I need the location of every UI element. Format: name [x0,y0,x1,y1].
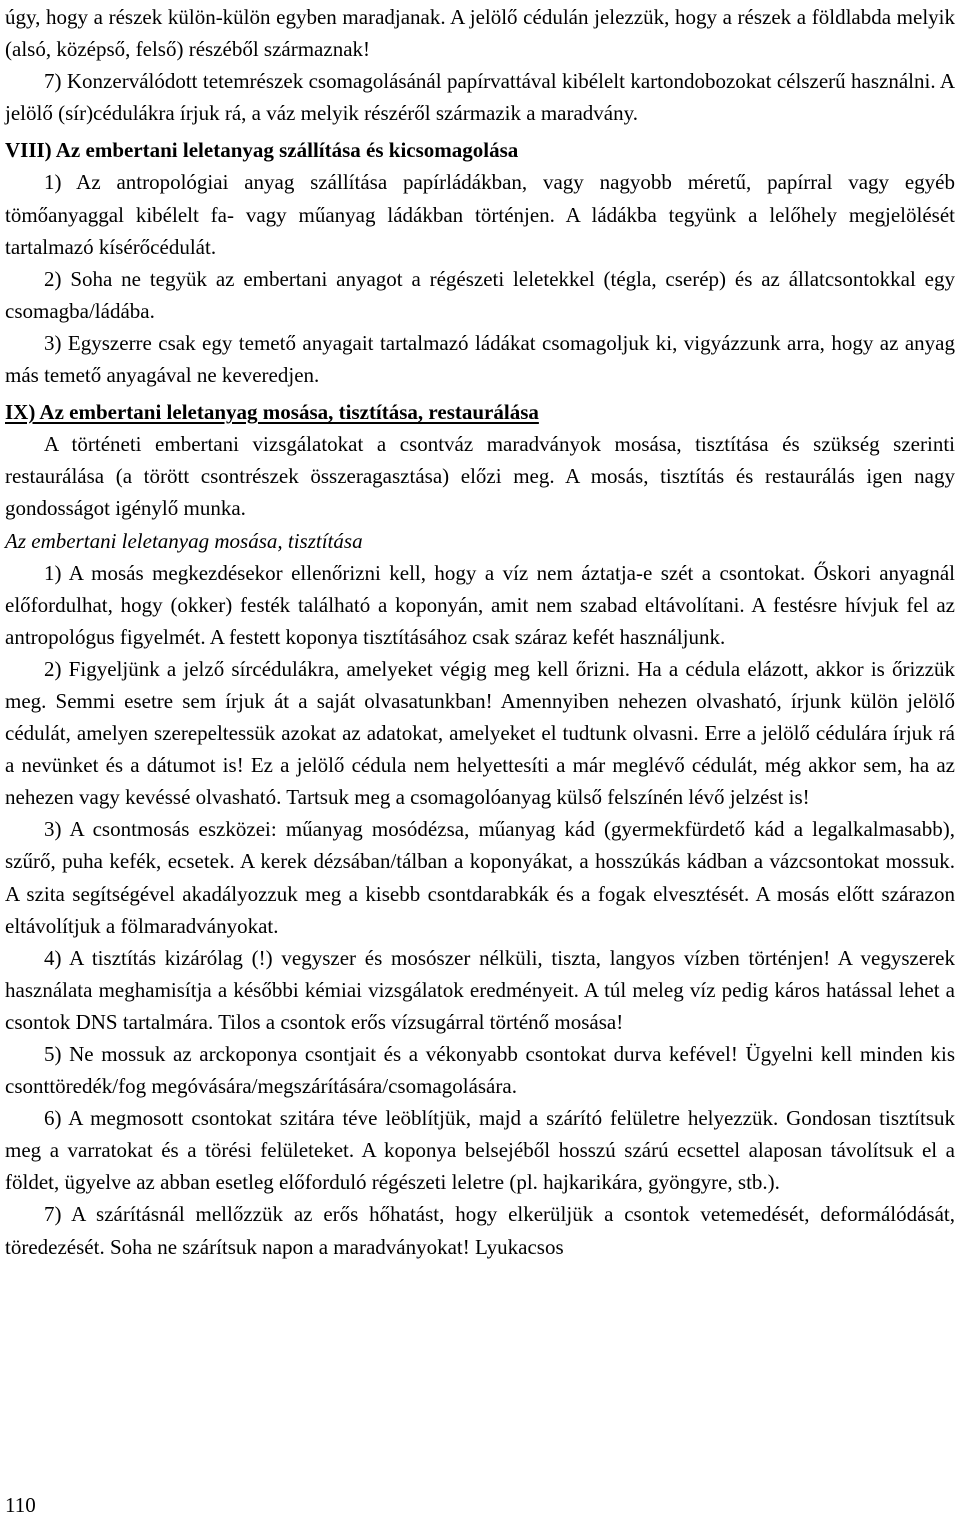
page-number: 110 [5,1493,36,1517]
section-heading-ix: IX) Az embertani leletanyag mosása, tisztítása, restaurálása [5,400,539,425]
list-item: 7) A szárításnál mellőzzük az erős hőhatást, hogy elkerüljük a csontok vetemedését, deformálódását, töredezését. Soha ne szárítsuk napon a maradványokat! Lyukacsos [5,1202,955,1259]
section-intro: A történeti embertani vizsgálatokat a csontváz maradványok mosása, tisztítása és szükség szerinti restaurálása (a törött csontrészek összeragasztása) előzi meg. A mosás, tisztítás és restaurálás igen nagy gondosságot igénylő munka. [5,432,955,521]
list-item: 6) A megmosott csontokat szitára téve leöblítjük, majd a szárító felületre helyezzük. Gondosan tisztítsuk meg a varratokat és a törési felületeket. A koponya belsejéből hosszú szárú ecsettel alaposan távolítsuk el a földet, ügyelve az abban esetleg előforduló régészeti leletre (pl. hajkarikára, gyöngyre, stb.). [5,1106,955,1195]
list-item: 3) A csontmosás eszközei: műanyag mosódézsa, műanyag kád (gyermekfürdető kád a legalkalmasabb), szűrő, puha kefék, ecsetek. A kerek dézsában/tálban a koponyákat, a hosszúkás kádban a vázcsontokat mossuk. A szita segítségével akadályozzuk meg a kisebb csontdarabkák és a fogak elvesztését. A mosás előtt szárazon eltávolítjuk a fölmaradványokat. [5,817,955,938]
document-page [5,1,955,1263]
subheading: Az embertani leletanyag mosása, tisztítása [5,528,363,553]
list-item: 2) Figyeljünk a jelző sírcédulákra, amelyeket végig meg kell őrizni. Ha a cédula elázott, akkor is őrizzük meg. Semmi esetre sem írjuk át a saját olvasatunkban! Amennyiben nehezen olvasható, írjunk külön jelölő cédulát, amelyen szerepeltessük azokat az adatokat, amelyeket el tudtunk olvasni. Erre a jelölő cédulára írjuk rá a nevünket és a dátumot is! Ez a jelölő cédula nem helyettesíti a már meglévő cédulát, még akkor sem, ha az nehezen vagy kevéssé olvasható. Tartsuk meg a csomagolóanyag külső felszínén lévő jelzést is! [5,656,955,810]
paragraph-item-7: 7) Konzerválódott tetemrészek csomagolásánál papírvattával kibélelt kartondobozokat célszerű használni. A jelölő (sír)cédulákra írjuk rá, a váz melyik részéről származik a maradvány. [5,69,955,126]
list-item: 1) Az antropológiai anyag szállítása papírládákban, vagy nagyobb méretű, papírral vagy egyéb tömőanyaggal kibélelt fa- vagy műanyag ládákban történjen. A ládákba tegyünk a lelőhely megjelölését tartalmazó kísérőcédulát. [5,170,955,259]
paragraph-continuation: úgy, hogy a részek külön-külön egyben maradjanak. A jelölő cédulán jelezzük, hogy a részek a földlabda melyik (alsó, középső, felső) részéből származnak! [5,5,955,62]
list-item: 2) Soha ne tegyük az embertani anyagot a régészeti leletekkel (tégla, cserép) és az állatcsontokkal egy csomagba/ládába. [5,266,955,323]
list-item: 3) Egyszerre csak egy temető anyagait tartalmazó ládákat csomagoljuk ki, vigyázzunk arra, hogy az anyag más temető anyagával ne keveredjen. [5,330,955,388]
section-heading-viii: VIII) Az embertani leletanyag szállítása és kicsomagolása [5,138,519,163]
list-item: 4) A tisztítás kizárólag (!) vegyszer és mosószer nélküli, tiszta, langyos vízben történjen! A vegyszerek használata meghamisítja a későbbi kémiai vizsgálatok eredményeit. A túl meleg víz pedig káros hatással lehet a csontok DNS tartalmára. Tilos a csontok erős vízsugárral történő mosása! [5,945,955,1034]
list-item: 1) A mosás megkezdésekor ellenőrizni kell, hogy a víz nem áztatja-e szét a csontokat. Őskori anyagnál előfordulhat, hogy (okker) festék található a koponyán, amit nem szabad eltávolítani. A festésre hívjuk fel az antropológus figyelmét. A festett koponya tisztításához csak száraz kefét használjunk. [5,560,955,649]
list-item: 5) Ne mossuk az arckoponya csontjait és a vékonyabb csontokat durva kefével! Ügyelni kell minden kis csonttöredék/fog megóvására/megszárítására/csomagolására. [5,1042,955,1099]
